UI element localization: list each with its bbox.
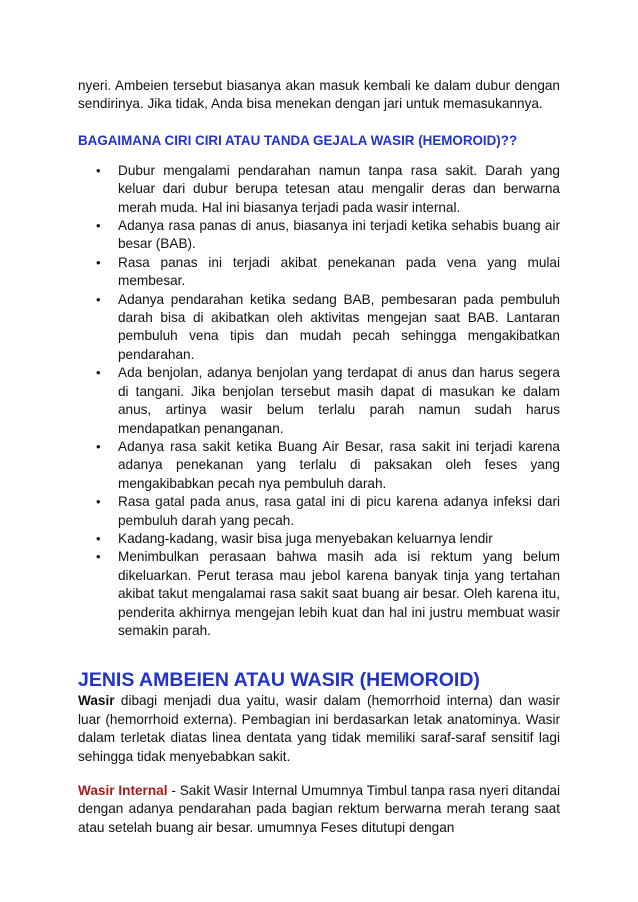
symptom-text: Kadang-kadang, wasir bisa juga menyebakan keluarnya lendir — [118, 530, 493, 546]
symptom-item — [78, 364, 560, 438]
bullet-icon: • — [96, 365, 101, 381]
types-heading: JENIS AMBEIEN ATAU WASIR (HEMOROID) — [78, 669, 480, 692]
symptom-item — [78, 291, 560, 365]
bullet-icon: • — [96, 162, 101, 178]
bullet-icon: • — [96, 218, 101, 234]
symptom-text: Rasa gatal pada anus, rasa gatal ini di picu karena adanya infeksi dari pembuluh darah yang pecah. — [118, 494, 560, 528]
internal-lead: Wasir Internal — [78, 783, 168, 798]
symptoms-list — [78, 162, 560, 641]
symptom-item — [78, 530, 560, 548]
symptom-item — [78, 438, 560, 493]
bullet-icon: • — [96, 530, 101, 546]
symptom-item — [78, 254, 560, 291]
symptom-item — [78, 548, 560, 640]
internal-text: - Sakit Wasir Internal Umumnya Timbul tanpa rasa nyeri ditandai dengan adanya pendarahan pada bagian rektum berwarna merah terang saat atau setelah buang air besar. umumnya Feses ditutupi dengan — [78, 783, 560, 835]
types-paragraph — [78, 692, 560, 766]
intro-paragraph: nyeri. Ambeien tersebut biasanya akan masuk kembali ke dalam dubur dengan sendirinya. Jika tidak, Anda bisa menekan dengan jari untuk memasukannya. — [78, 78, 560, 112]
symptoms-heading: BAGAIMANA CIRI CIRI ATAU TANDA GEJALA WASIR (HEMOROID)?? — [78, 132, 518, 148]
symptom-text: Rasa panas ini terjadi akibat penekanan pada vena yang mulai membesar. — [118, 254, 560, 289]
symptom-item — [78, 493, 560, 530]
symptom-text: Adanya pendarahan ketika sedang BAB, pembesaran pada pembuluh darah bisa di akibatkan oleh aktivitas mengejan saat BAB. Lantaran pembuluh vena tipis dan mudah pecah sehingga mengakibatkan pendarahan. — [118, 291, 560, 362]
bullet-icon: • — [96, 438, 101, 454]
symptom-text: Adanya rasa sakit ketika Buang Air Besar, rasa sakit ini terjadi karena adanya penekanan yang terlalu di paksakan oleh feses yang mengakibabkan pecah nya pembuluh darah. — [118, 438, 560, 491]
types-text: dibagi menjadi dua yaitu, wasir dalam (hemorrhoid interna) dan wasir luar (hemorrhoid externa). Pembagian ini berdasarkan letak anatominya. Wasir dalam terletak diatas linea dentata yang tidak memiliki saraf-saraf sensitif lagi sehingga tidak menyebabkan sakit. — [78, 693, 560, 764]
document-page — [78, 77, 560, 837]
bullet-icon: • — [96, 494, 101, 510]
symptom-text: Ada benjolan, adanya benjolan yang terdapat di anus dan harus segera di tangani. Jika benjolan tersebut masih dapat di masukan ke dalam anus, artinya wasir belum terlalu parah namun sudah harus mendapatkan penanganan. — [118, 365, 560, 436]
symptom-item — [78, 217, 560, 254]
bullet-icon: • — [96, 291, 101, 307]
symptom-text: Menimbulkan perasaan bahwa masih ada isi rektum yang belum dikeluarkan. Perut terasa mau jebol karena banyak tinja yang tertahan akibat takut mengalamai rasa sakit saat buang air besar. Oleh karena itu, penderita akhirnya mengejan lebih kuat dan hal ini justru membuat wasir semakin parah. — [118, 549, 560, 638]
symptom-text: Adanya rasa panas di anus, biasanya ini terjadi ketika sehabis buang air besar (BAB). — [118, 218, 560, 252]
types-lead: Wasir — [78, 693, 115, 709]
symptom-item — [78, 162, 560, 217]
internal-paragraph — [78, 782, 560, 837]
symptom-text: Dubur mengalami pendarahan namun tanpa rasa sakit. Darah yang keluar dari dubur berupa tetesan atau mengalir deras dan berwarna merah muda. Hal ini biasanya terjadi pada wasir internal. — [118, 162, 560, 215]
bullet-icon: • — [96, 254, 101, 270]
bullet-icon: • — [96, 549, 101, 565]
